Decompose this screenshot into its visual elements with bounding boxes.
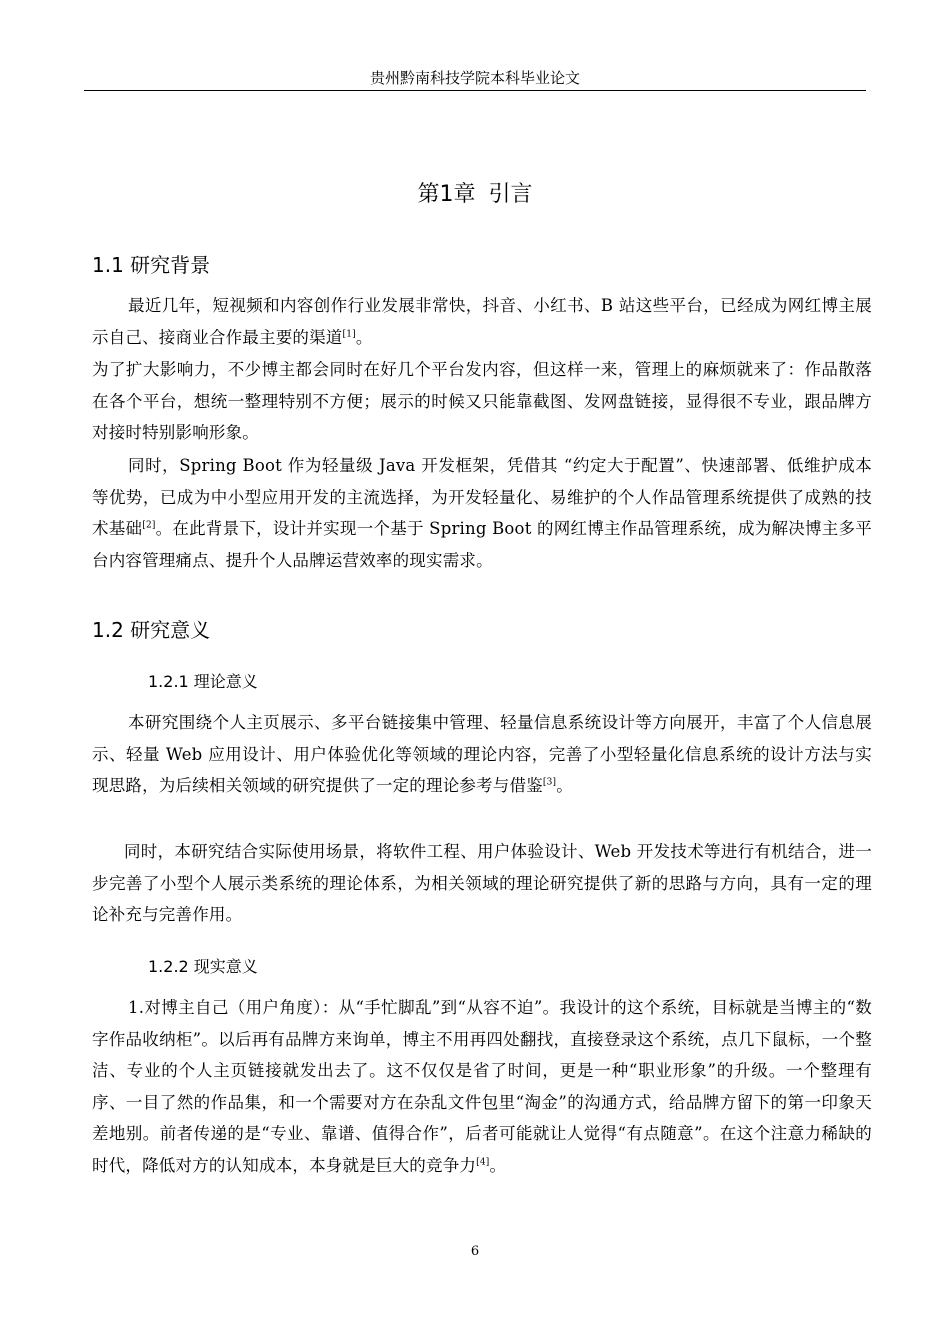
- paragraph-background-2: 为了扩大影响力，不少博主都会同时在好几个平台发内容，但这样一来，管理上的麻烦就来了：作品散落在各个平台，想统一整理特别不方便；展示的时候又只能靠截图、发网盘链接，显得很不专业，跟品牌方对接时特别影响形象。: [92, 360, 872, 442]
- paragraph-practice-1: [92, 992, 872, 1181]
- section-heading-1-2: 1.2 研究意义: [92, 618, 211, 642]
- citation-ref: [1]: [342, 329, 356, 339]
- paragraph-end: 。: [355, 327, 373, 347]
- paragraph-theory-1: [92, 707, 872, 802]
- subsection-heading-1-2-2: 1.2.2 现实意义: [148, 957, 258, 976]
- paragraph-text: 1.对博主自己（用户角度）：从“手忙脚乱”到“从容不迫”。我设计的这个系统，目标就是当博主的“数字作品收纳柜”。以后再有品牌方来询单，博主不用再四处翻找，直接登录这个系统，点几下鼠标，一个整洁、专业的个人主页链接就发出去了。这不仅仅是省了时间，更是一种“职业形象”的升级。一个整理有序、一目了然的作品集，和一个需要对方在杂乱文件包里“淘金”的沟通方式，给品牌方留下的第一印象天差地别。前者传递的是“专业、靠谱、值得合作”，后者可能就让人觉得“有点随意”。在这个注意力稀缺的时代，降低对方的认知成本，本身就是巨大的竞争力: [92, 998, 872, 1175]
- subsection-heading-1-2-1: 1.2.1 理论意义: [148, 672, 258, 691]
- citation-ref: [3]: [542, 777, 557, 788]
- citation-ref: [4]: [476, 1157, 490, 1167]
- page-number: 6: [470, 1244, 480, 1259]
- running-header: 贵州黔南科技学院本科毕业论文: [369, 69, 580, 87]
- paragraph-end: 。: [489, 1155, 507, 1175]
- paragraph-background-3: [92, 450, 872, 576]
- citation-ref: [2]: [142, 520, 156, 531]
- header-rule: [84, 90, 866, 91]
- paragraph-text-continued: 。在此背景下，设计并实现一个基于 Spring Boot 的网红博主作品管理系统，成为解决博主多平台内容管理痛点、提升个人品牌运营效率的现实需求。: [92, 519, 872, 570]
- paragraph-end: 。: [556, 776, 573, 795]
- chapter-title: 第1章 引言: [417, 182, 533, 207]
- paragraph-background-1: [92, 290, 872, 353]
- paragraph-text: 同时，Spring Boot 作为轻量级 Java 开发框架，凭借其 “约定大于配置”、快速部署、低维护成本等优势，已成为中小型应用开发的主流选择，为开发轻量化、易维护的个人作品管理系统提供了成熟的技术基础: [92, 456, 872, 538]
- section-heading-1-1: 1.1 研究背景: [92, 253, 211, 277]
- paragraph-text: 本研究围绕个人主页展示、多平台链接集中管理、轻量信息系统设计等方向展开，丰富了个人信息展示、轻量 Web 应用设计、用户体验优化等领域的理论内容，完善了小型轻量化信息系统的设计方法与实现思路，为后续相关领域的研究提供了一定的理论参考与借鉴: [92, 713, 872, 795]
- paragraph-theory-2: 同时，本研究结合实际使用场景，将软件工程、用户体验设计、Web 开发技术等进行有机结合，进一步完善了小型个人展示类系统的理论体系，为相关领域的理论研究提供了新的思路与方向，具有一定的理论补充与完善作用。: [92, 842, 872, 924]
- paragraph-text: 最近几年，短视频和内容创作行业发展非常快，抖音、小红书、B 站这些平台，已经成为网红博主展示自己、接商业合作最主要的渠道: [92, 296, 872, 347]
